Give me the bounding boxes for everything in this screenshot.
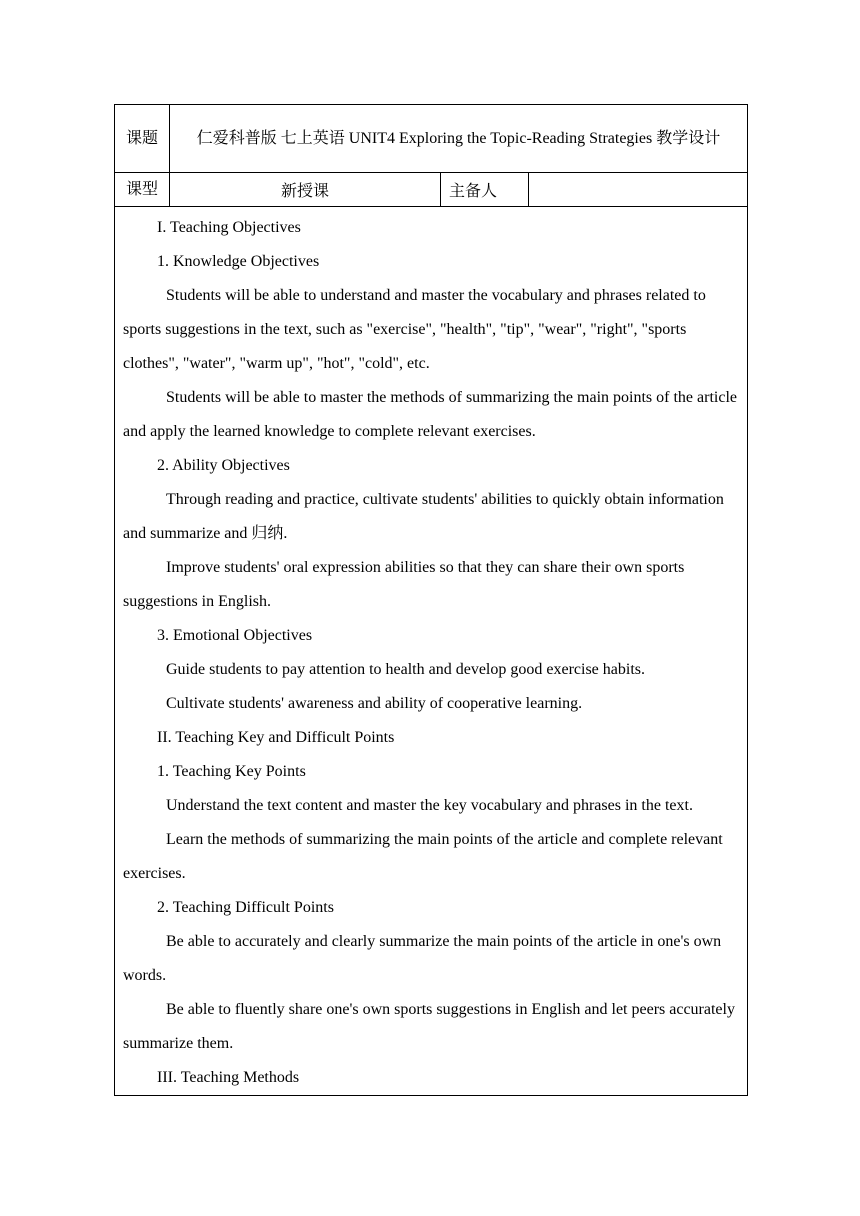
content-row <box>115 207 748 1096</box>
type-row <box>115 173 748 207</box>
type-value: 新授课 <box>170 173 441 207</box>
subsection-heading: 3. Emotional Objectives <box>157 627 313 644</box>
paragraph: Understand the text content and master the key vocabulary and phrases in the text. <box>166 797 693 814</box>
subsection-heading: 1. Teaching Key Points <box>157 763 306 780</box>
paragraph: Cultivate students' awareness and ability of cooperative learning. <box>166 695 583 712</box>
paragraph: Guide students to pay attention to health and develop good exercise habits. <box>166 661 645 678</box>
topic-value: 仁爱科普版 七上英语 UNIT4 Exploring the Topic-Reading Strategies 教学设计 <box>170 105 748 173</box>
subsection-heading: 1. Knowledge Objectives <box>157 253 320 270</box>
subsection-heading: 2. Ability Objectives <box>157 457 290 474</box>
paragraph: Students will be able to understand and master the vocabulary and phrases related to sports suggestions in the text, such as "exercise", "health", "tip", "wear", "right", "sports clothes", "water", "warm up", "hot", "cold", etc. <box>123 287 706 372</box>
paragraph: Learn the methods of summarizing the main points of the article and complete relevant exercises. <box>123 831 723 882</box>
topic-label: 课题 <box>115 105 170 173</box>
section-heading: III. Teaching Methods <box>157 1069 300 1086</box>
topic-row <box>115 105 748 173</box>
paragraph: Through reading and practice, cultivate students' abilities to quickly obtain information and summarize and 归纳. <box>123 491 724 542</box>
paragraph: Be able to fluently share one's own sports suggestions in English and let peers accurately summarize them. <box>123 1001 735 1052</box>
subsection-heading: 2. Teaching Difficult Points <box>157 899 334 916</box>
content-cell <box>115 207 748 1096</box>
preparer-label: 主备人 <box>441 173 529 207</box>
paragraph: Students will be able to master the methods of summarizing the main points of the article and apply the learned knowledge to complete relevant exercises. <box>123 389 737 440</box>
paragraph: Improve students' oral expression abilities so that they can share their own sports suggestions in English. <box>123 559 685 610</box>
section-heading: II. Teaching Key and Difficult Points <box>157 729 395 746</box>
section-heading: I. Teaching Objectives <box>157 219 301 236</box>
lesson-plan-table <box>114 104 748 1096</box>
paragraph: Be able to accurately and clearly summarize the main points of the article in one's own words. <box>123 933 722 984</box>
preparer-value <box>529 173 748 207</box>
type-label: 课型 <box>115 173 170 207</box>
